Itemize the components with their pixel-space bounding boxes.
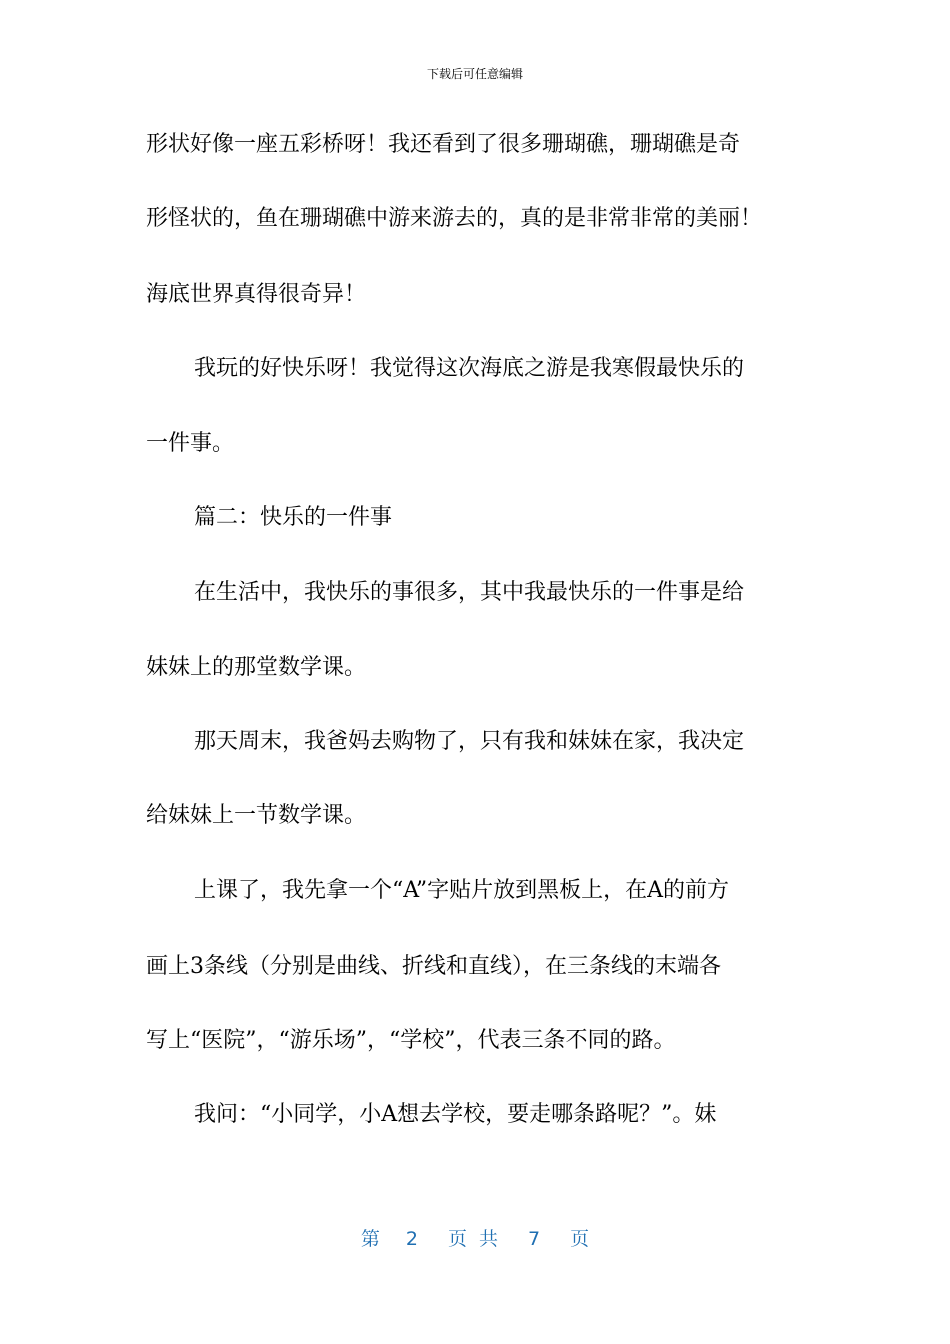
paragraph-line: 写上“医院”，“游乐场”，“学校”，代表三条不同的路。 <box>146 1028 676 1053</box>
paragraph-line: 海底世界真得很奇异！ <box>146 282 367 307</box>
page-footer <box>0 1226 950 1252</box>
total-page-number: 7 <box>528 1228 541 1250</box>
paragraph-line: 在生活中，我快乐的事很多，其中我最快乐的一件事是给 <box>194 580 745 605</box>
paragraph-line: 妹妹上的那堂数学课。 <box>146 655 367 680</box>
paragraph-line: 一件事。 <box>146 431 235 456</box>
paragraph-line: 形怪状的，鱼在珊瑚礁中游来游去的，真的是非常非常的美丽！ <box>146 206 763 231</box>
footer-suffix: 页 <box>570 1228 590 1250</box>
paragraph-line: 形状好像一座五彩桥呀！我还看到了很多珊瑚礁，珊瑚礁是奇 <box>146 132 741 157</box>
footer-page-word: 页 <box>447 1228 467 1250</box>
paragraph-line: 给妹妹上一节数学课。 <box>146 803 367 828</box>
section-title: 篇二：快乐的一件事 <box>194 505 393 530</box>
paragraph-line: 画上3条线（分别是曲线、折线和直线），在三条线的末端各 <box>146 954 721 979</box>
paragraph-line: 那天周末，我爸妈去购物了，只有我和妹妹在家，我决定 <box>194 729 745 754</box>
page-header: 下载后可任意编辑 <box>426 67 523 81</box>
paragraph-line: 上课了，我先拿一个“A”字贴片放到黑板上，在A的前方 <box>194 878 730 903</box>
paragraph-line: 我玩的好快乐呀！我觉得这次海底之游是我寒假最快乐的 <box>194 356 745 381</box>
footer-prefix: 第 <box>360 1228 380 1250</box>
paragraph-line: 我问：“小同学，小A想去学校，要走哪条路呢？”。妹 <box>194 1102 717 1127</box>
footer-total-word: 共 <box>479 1228 499 1250</box>
current-page-number: 2 <box>405 1228 418 1250</box>
